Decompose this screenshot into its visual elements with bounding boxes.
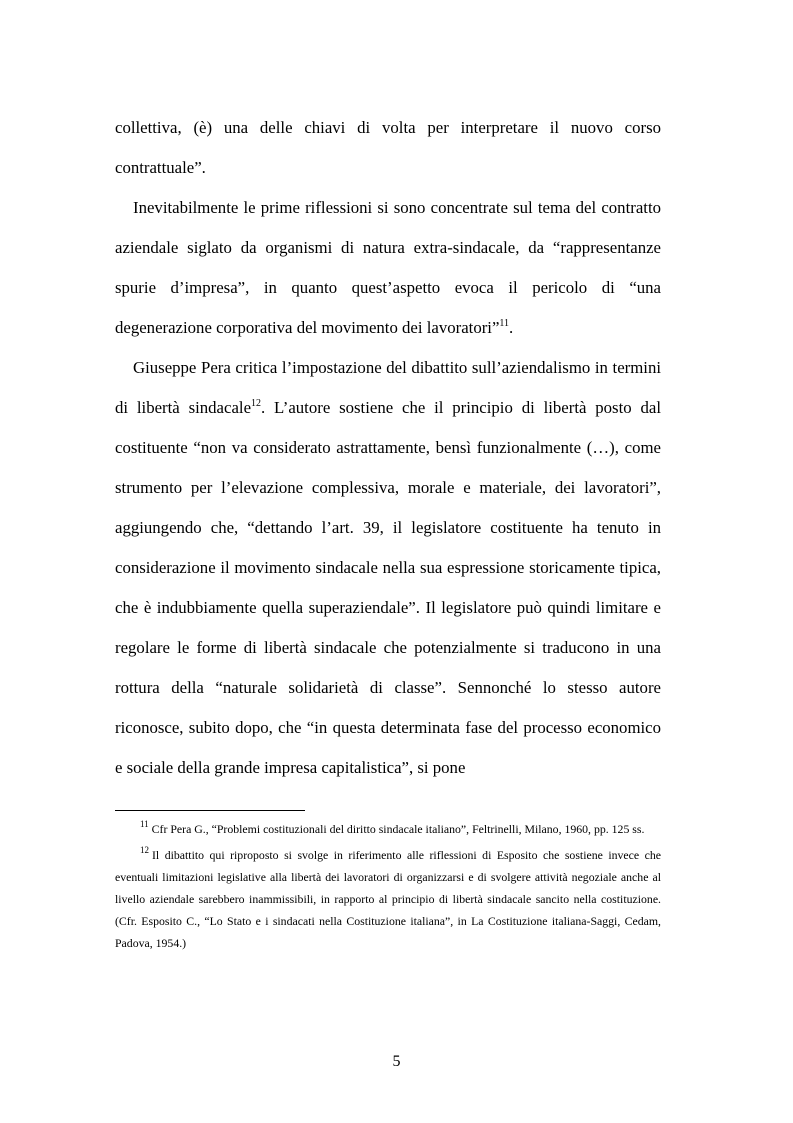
page-number: 5 bbox=[392, 1053, 401, 1070]
paragraph bbox=[115, 348, 661, 788]
paragraph-tail: . bbox=[509, 318, 514, 337]
footnote-12 bbox=[115, 844, 661, 954]
paragraph bbox=[115, 188, 661, 348]
footnote-text: Il dibattito qui riproposto si svolge in riferimento alle riflessioni di Esposito che sostiene invece che eventuali limitazioni legislative alla libertà dei lavoratori di organizzarsi e di svolgere attività negoziale anche al livello aziendale sarebbero inammissibili, in rapporto al principio di libertà sindacale sancito nella costituzione. (Cfr. Esposito C., “Lo Stato e i sindacati nella Costituzione italiana”, in La Costituzione italiana-Saggi, Cedam, Padova, 1954.) bbox=[115, 848, 661, 950]
footnote-reference-11[interactable]: 11 bbox=[499, 318, 510, 329]
footnote-separator bbox=[115, 810, 305, 811]
footnote-reference-12[interactable]: 12 bbox=[251, 398, 262, 409]
paragraph-continuation bbox=[115, 108, 661, 188]
paragraph-text: Giuseppe Pera critica l’impostazione del dibattito sull’aziendalismo in termini di libertà sindacale bbox=[115, 358, 661, 417]
footnote-11 bbox=[115, 818, 661, 840]
paragraph-text: collettiva, (è) una delle chiavi di volta per interpretare il nuovo corso contrattuale”. bbox=[115, 118, 661, 177]
paragraph-tail: . L’autore sostiene che il principio di libertà posto dal costituente “non va considerato astrattamente, bensì funzionalmente (…), come strumento per l’elevazione complessiva, morale e materiale, dei lavoratori”, aggiungendo che, “dettando l’art. 39, il legislatore costituente ha tenuto in considerazione il movimento sindacale nella sua espressione storicamente tipica, che è indubbiamente quella superaziendale”. Il legislatore può quindi limitare e regolare le forme di libertà sindacale che potenzialmente si traducono in una rottura della “naturale solidarietà di classe”. Sennonché lo stesso autore riconosce, subito dopo, che “in questa determinata fase del processo economico e sociale della grande impresa capitalistica”, si pone bbox=[115, 398, 661, 777]
main-text bbox=[115, 108, 661, 788]
paragraph-text: Inevitabilmente le prime riflessioni si sono concentrate sul tema del contratto aziendale siglato da organismi di natura extra-sindacale, da “rappresentanze spurie d’impresa”, in quanto quest’aspetto evoca il pericolo di “una degenerazione corporativa del movimento dei lavoratori” bbox=[115, 198, 661, 337]
footnote-text: Cfr Pera G., “Problemi costituzionali del diritto sindacale italiano”, Feltrinelli, Milano, 1960, pp. 125 ss. bbox=[151, 822, 645, 836]
footnote-number: 12 bbox=[140, 845, 149, 855]
footnotes bbox=[115, 818, 661, 958]
footnote-number: 11 bbox=[140, 819, 149, 829]
